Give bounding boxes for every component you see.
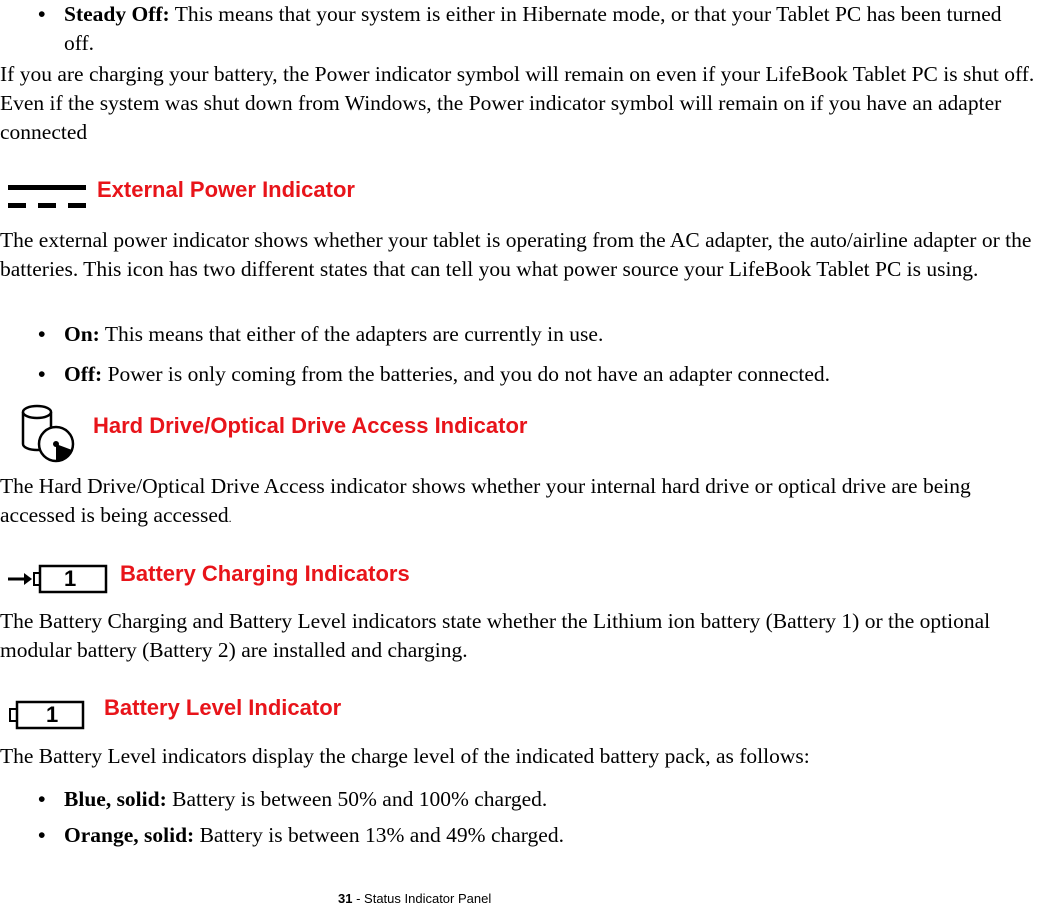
drive-access-period: . <box>228 511 232 525</box>
bullet-term: Orange, solid: <box>64 823 195 847</box>
battery-charging-icon-label: 1 <box>64 566 77 591</box>
drive-icon <box>20 404 78 473</box>
bullet-dot: • <box>38 362 46 386</box>
bullet-dot: • <box>38 322 46 346</box>
heading-battery-level: Battery Level Indicator <box>104 695 342 720</box>
bullet-text: Battery is between 13% and 49% charged. <box>194 823 564 847</box>
page-number: 31 <box>338 891 353 906</box>
external-power-paragraph: The external power indicator shows whether your tablet is operating from the AC adapter, the auto/airline adapter or the batteries. This icon has two different states that can tell you what power source your LifeBook Tablet PC is using. <box>0 228 1032 281</box>
bullet-blue-solid <box>38 785 547 814</box>
bullet-term: Steady Off: <box>64 2 170 26</box>
bullet-text: This means that either of the adapters are currently in use. <box>99 322 604 346</box>
battery-charging-icon <box>8 563 108 600</box>
bullet-orange-solid <box>38 821 564 850</box>
bullet-steady-off <box>38 0 1028 58</box>
footer-separator: - <box>352 891 365 906</box>
bullet-text: Power is only coming from the batteries, and you do not have an adapter connected. <box>102 362 831 386</box>
battery-charging-paragraph: The Battery Charging and Battery Level indicators state whether the Lithium ion battery (Battery 1) or the optional modular battery (Battery 2) are installed and charging. <box>0 609 991 662</box>
dc-power-icon <box>8 182 88 215</box>
bullet-term: Blue, solid: <box>64 787 167 811</box>
drive-access-paragraph <box>0 472 1039 533</box>
bullet-text: Battery is between 50% and 100% charged. <box>166 787 548 811</box>
bullet-dot: • <box>38 2 46 26</box>
heading-battery-charging: Battery Charging Indicators <box>120 561 410 586</box>
bullet-text: This means that your system is either in Hibernate mode, or that your Tablet PC has been turned off. <box>64 2 1002 55</box>
heading-drive-access: Hard Drive/Optical Drive Access Indicator <box>93 413 528 438</box>
bullet-dot: • <box>38 823 46 847</box>
heading-external-power: External Power Indicator <box>97 177 355 202</box>
drive-access-text: The Hard Drive/Optical Drive Access indicator shows whether your internal hard drive or optical drive are being accessed is being accessed <box>0 474 971 527</box>
bullet-term: On: <box>64 322 100 346</box>
bullet-dot: • <box>38 787 46 811</box>
bullet-off <box>38 360 830 389</box>
bullet-term: Off: <box>64 362 103 386</box>
footer-section: Status Indicator Panel <box>364 891 492 906</box>
page-footer <box>338 891 491 906</box>
battery-level-icon-label: 1 <box>46 702 59 727</box>
battery-level-paragraph: The Battery Level indicators display the charge level of the indicated battery pack, as follows: <box>0 744 810 768</box>
bullet-on <box>38 320 603 349</box>
charging-paragraph: If you are charging your battery, the Power indicator symbol will remain on even if your LifeBook Tablet PC is shut off. Even if the system was shut down from Windows, the Power indicator symbol will remain on if you have an adapter connected <box>0 62 1035 144</box>
